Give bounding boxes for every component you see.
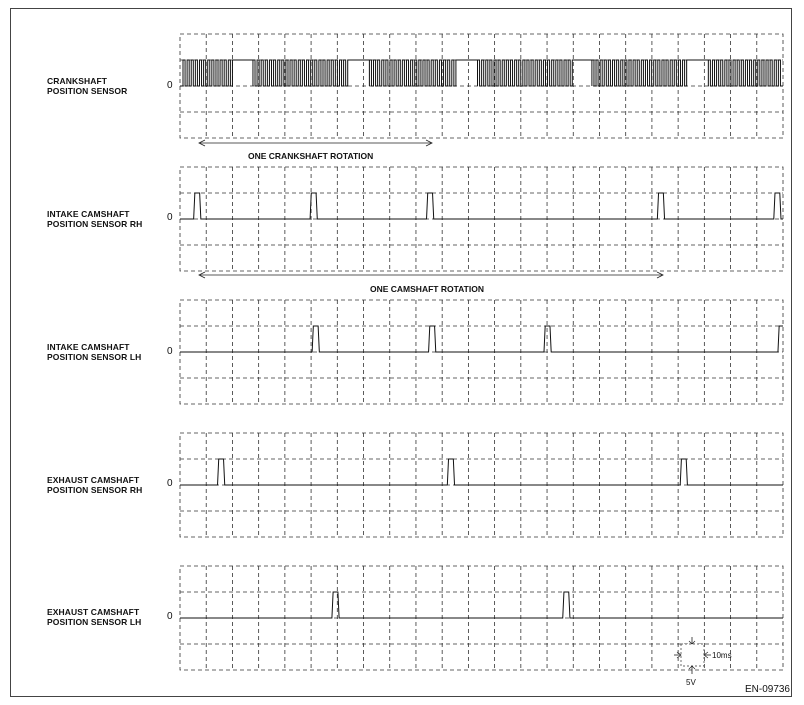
signal-waveform — [180, 326, 783, 352]
label-line: POSITION SENSOR RH — [47, 219, 143, 229]
time-scale-label: 10ms — [712, 651, 732, 660]
zero-level-label: 0 — [167, 478, 173, 489]
label-line: EXHAUST CAMSHAFT — [47, 607, 140, 617]
crank-rotation-caption: ONE CRANKSHAFT ROTATION — [248, 151, 374, 161]
zero-level-label: 0 — [167, 212, 173, 223]
label-line: CRANKSHAFT — [47, 76, 108, 86]
intake-lh-label — [47, 342, 177, 362]
zero-level-label: 0 — [167, 346, 173, 357]
signal-waveform — [180, 592, 783, 618]
exhaust-lh-label — [47, 607, 177, 627]
label-line: INTAKE CAMSHAFT — [47, 342, 130, 352]
volt-scale-label: 5V — [686, 678, 696, 687]
zero-level-label: 0 — [167, 611, 173, 622]
signal-waveform — [180, 459, 783, 485]
zero-level-label: 0 — [167, 80, 173, 91]
label-line: EXHAUST CAMSHAFT — [47, 475, 140, 485]
figure-id: EN-09736 — [744, 684, 790, 695]
crank-sensor-label — [47, 76, 177, 96]
exhaust-rh-label — [47, 475, 177, 495]
signal-waveform — [180, 60, 783, 86]
intake-rh-label — [47, 209, 177, 229]
scale-box — [681, 644, 704, 666]
label-line: POSITION SENSOR LH — [47, 617, 142, 627]
label-line: POSITION SENSOR — [47, 86, 128, 96]
signal-waveform — [180, 193, 783, 219]
cam-rotation-caption: ONE CAMSHAFT ROTATION — [370, 284, 484, 294]
label-line: POSITION SENSOR LH — [47, 352, 142, 362]
label-line: POSITION SENSOR RH — [47, 485, 143, 495]
label-line: INTAKE CAMSHAFT — [47, 209, 130, 219]
